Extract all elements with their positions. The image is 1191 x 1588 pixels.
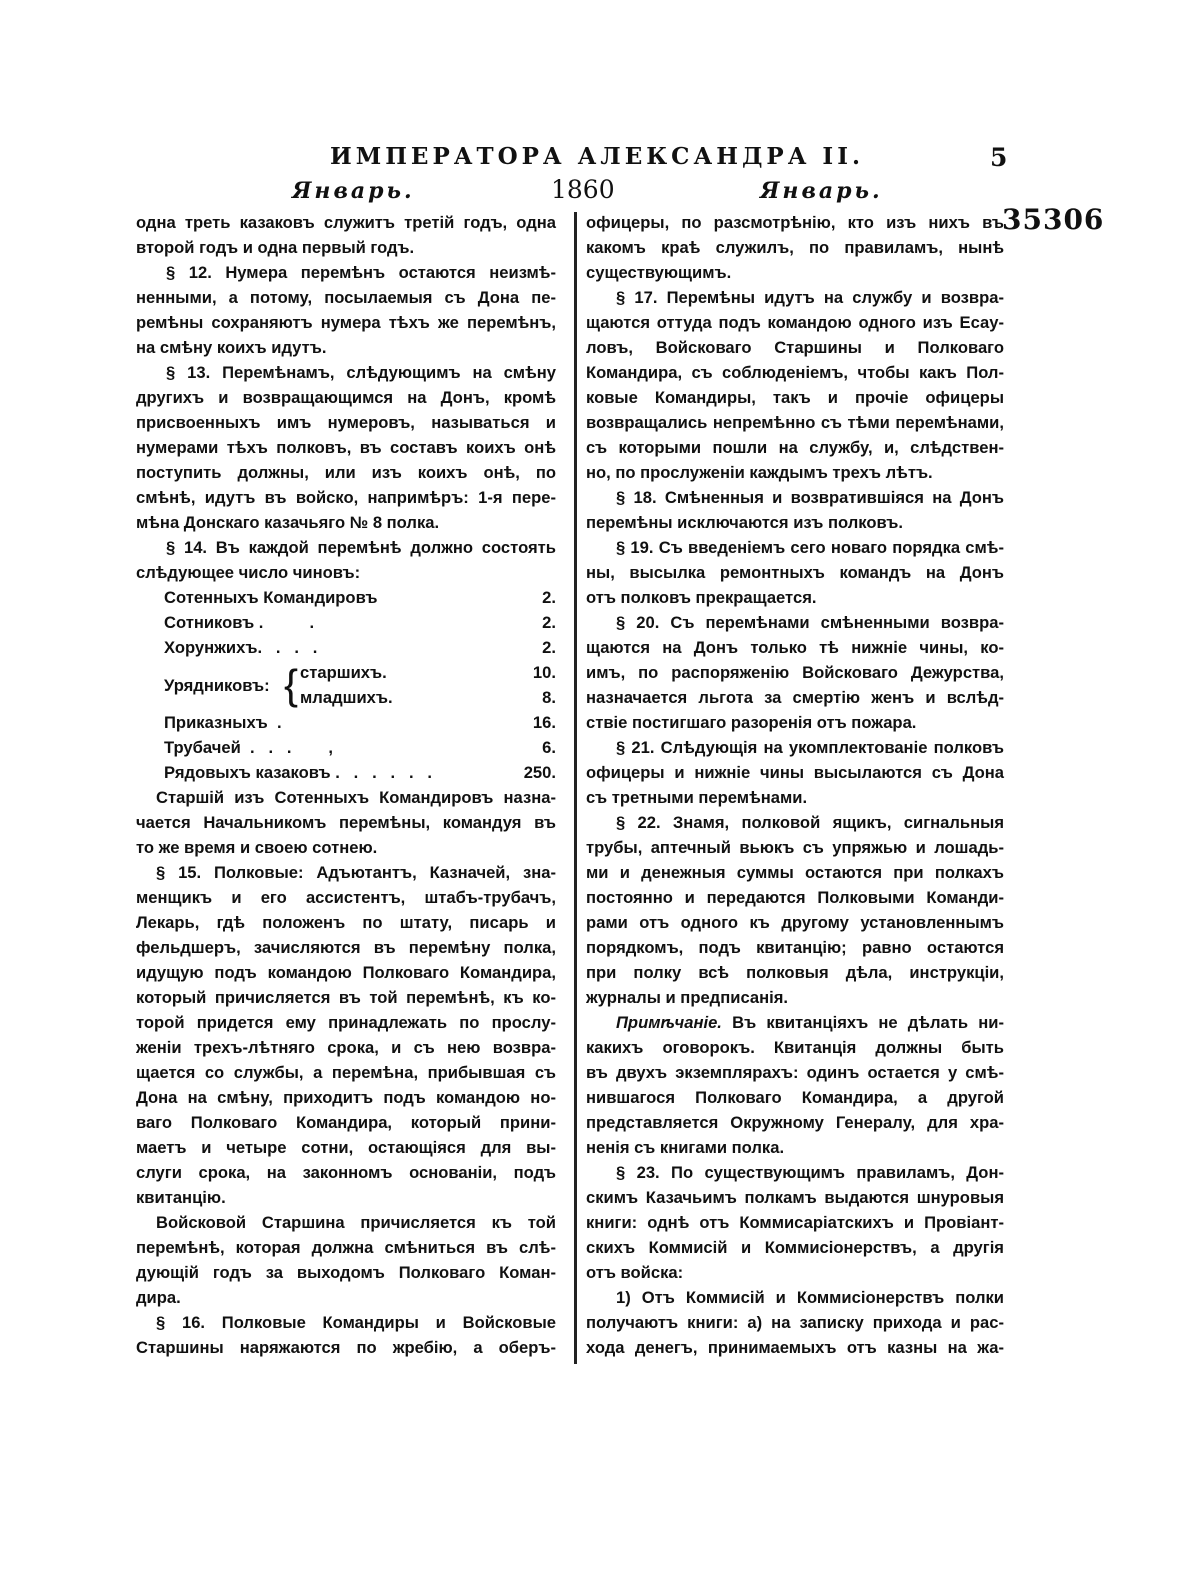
text-line: § 19. Съ введеніемъ сего новаго порядка смѣ-	[616, 538, 1004, 557]
text-line: офицеры, по разсмотрѣнію, кто изъ нихъ въ	[586, 213, 1004, 232]
right-column	[586, 210, 1004, 1360]
text-line: возвращались непремѣнно съ тѣми перемѣнами,	[586, 413, 1004, 432]
text-line: Старшины наряжаются по жребію, а оберъ-	[136, 1338, 556, 1357]
ranks-table-row	[136, 735, 556, 760]
text-line: который причисляется въ той перемѣнѣ, къ ко-	[136, 988, 556, 1007]
rank-sublabel: старшихъ.	[300, 663, 387, 682]
left-column	[136, 210, 556, 1360]
rank-count: 2.	[542, 638, 556, 657]
text-line: слуги срока, на законномъ основаніи, подъ	[136, 1163, 556, 1182]
text-line: щается со службы, а перемѣна, прибывшая съ	[136, 1063, 556, 1082]
year: 1860	[551, 175, 615, 204]
ranks-table-brace-row	[136, 660, 556, 710]
rank-subcount: 8.	[542, 688, 556, 707]
text-line: порядкомъ, подъ квитанцію; равно остаются	[586, 938, 1004, 957]
text-line: то же время и своею сотнею.	[136, 838, 378, 857]
text-line: рами отъ одного къ другому установленнымъ	[586, 913, 1004, 932]
text-line: перемѣны исключаются изъ полковъ.	[586, 513, 903, 532]
rank-sublabel: младшихъ.	[300, 688, 393, 707]
ranks-table	[136, 585, 556, 785]
month-left: Январь.	[292, 178, 415, 204]
text-line: § 20. Съ перемѣнами смѣненными возвра-	[616, 613, 1004, 632]
text-line: получаютъ книги: а) на записку прихода и рас-	[586, 1313, 1004, 1332]
text-line: ремѣны сохраняютъ нумера тѣхъ же перемѣнъ,	[136, 313, 556, 332]
ranks-table-row	[136, 610, 556, 635]
text-line: съ которыми пошли на службу, и, слѣдствен-	[586, 438, 1004, 457]
text-line: назначается льгота за смертію женъ и вслѣд-	[586, 688, 1004, 707]
rank-count: 6.	[542, 738, 556, 757]
left-column-text	[136, 210, 556, 585]
ranks-table-brace-label: Урядниковъ:	[164, 675, 270, 695]
text-line: ненія съ книгами полка.	[586, 1138, 785, 1157]
text-line: существующимъ.	[586, 263, 732, 282]
text-line: § 21. Слѣдующія на укомплектованіе полковъ	[616, 738, 1004, 757]
text-line: второй годъ и одна первый годъ.	[136, 238, 415, 257]
text-line: Лекарь, гдѣ положенъ по штату, писарь и	[136, 913, 556, 932]
text-line: § 17. Перемѣны идутъ на службу и возвра-	[616, 288, 1004, 307]
text-line: квитанцію.	[136, 1188, 226, 1207]
rank-count: 250.	[523, 763, 556, 782]
text-line: 1) Отъ Коммисій и Коммисіонерствъ полки	[616, 1288, 1004, 1307]
ranks-table-row	[136, 760, 556, 785]
text-line: но, по прослуженіи каждымъ трехъ лѣтъ.	[586, 463, 933, 482]
ranks-table-row	[136, 585, 556, 610]
text-line: дующій годъ за выходомъ Полковаго Коман-	[136, 1263, 556, 1282]
text-line: ловъ, Войсковаго Старшины и Полковаго	[586, 338, 1004, 357]
text-line: ненными, а потому, посылаемыя съ Дона пе-	[136, 288, 556, 307]
text-line: § 16. Полковые Командиры и Войсковые	[156, 1313, 556, 1332]
rank-count: 2.	[542, 588, 556, 607]
text-line: скимъ Казачьимъ полкамъ выдаются шнуровыя	[586, 1188, 1004, 1207]
rank-subcount: 10.	[532, 663, 556, 682]
text-line: ны, высылка ремонтныхъ командъ на Донъ	[586, 563, 1004, 582]
text-line: маетъ и четыре сотни, остающіяся для вы-	[136, 1138, 556, 1157]
text-line: Командира, съ соблюденіемъ, чтобы какъ Пол-	[586, 363, 1004, 382]
note-label: Примѣчаніе.	[616, 1013, 722, 1032]
text-line: слѣдующее число чиновъ:	[136, 563, 361, 582]
text-line: ковые Командиры, такъ и прочіе офицеры	[586, 388, 1004, 407]
text-line: ствіе постигшаго разоренія отъ пожара.	[586, 713, 917, 732]
text-line: Дона на смѣну, приходитъ подъ командою но-	[136, 1088, 556, 1107]
rank-label: Трубачей . . . ,	[164, 738, 333, 757]
text-line: § 15. Полковые: Адъютантъ, Казначей, зна-	[156, 863, 556, 882]
text-line: женіи трехъ-лѣтняго срока, и съ нею возвра-	[136, 1038, 556, 1057]
text-line: § 22. Знамя, полковой ящикъ, сигнальныя	[616, 813, 1004, 832]
text-line: какомъ краѣ служилъ, по правиламъ, нынѣ	[586, 238, 1004, 257]
text-line: Старшій изъ Сотенныхъ Командировъ назна-	[156, 788, 556, 807]
text-line: § 13. Перемѣнамъ, слѣдующимъ на смѣну	[166, 363, 556, 382]
text-line: смѣнѣ, идутъ въ войско, напримѣръ: 1-я пере-	[136, 488, 556, 507]
text-line: § 14. Въ каждой перемѣнѣ должно состоять	[166, 538, 556, 557]
ranks-table-row	[136, 635, 556, 660]
text-line: щаются на Донъ только тѣ нижніе чины, ко-	[586, 638, 1004, 657]
text-line: при полку всѣ полковыя дѣла, инструкціи,	[586, 963, 1004, 982]
rank-count: 2.	[542, 613, 556, 632]
text-line: трубы, аптечный вьюкъ съ упряжью и лошадь-	[586, 838, 1004, 857]
rank-label: Рядовыхъ казаковъ . . . . . .	[164, 763, 433, 782]
text-line: офицеры и нижніе чины высылаются съ Дона	[586, 763, 1004, 782]
ranks-table-row	[136, 710, 556, 735]
text-line: ваго Полковаго Командира, который прини-	[136, 1113, 556, 1132]
text-line: одна треть казаковъ служитъ третій годъ, одна	[136, 213, 556, 232]
left-column-text-continued	[136, 785, 556, 1360]
text-line: отъ полковъ прекращается.	[586, 588, 817, 607]
text-line: поступить должны, или изъ коихъ онѣ, по	[136, 463, 556, 482]
text-line: менщикъ и его ассистентъ, штабъ-трубачъ,	[136, 888, 556, 907]
text-line: дира.	[136, 1288, 181, 1307]
text-line: торой придется ему принадлежать по прослу-	[136, 1013, 556, 1032]
text-line: книги: однѣ отъ Коммисаріатскихъ и Провіант-	[586, 1213, 1004, 1232]
law-number: 35306	[1002, 203, 1105, 236]
text-line: нумерами тѣхъ полковъ, въ составъ коихъ онѣ	[136, 438, 556, 457]
ranks-table-subrow	[300, 660, 556, 685]
text-line: на смѣну коихъ идутъ.	[136, 338, 327, 357]
text-line: другихъ и возвращающимся на Донъ, кромѣ	[136, 388, 556, 407]
ranks-table-subrow	[300, 685, 556, 710]
page-header-title: ИМПЕРАТОРА АЛЕКСАНДРА II.	[330, 143, 864, 170]
text-line: мѣна Донскаго казачьяго № 8 полка.	[136, 513, 440, 532]
text-line: § 18. Смѣненныя и возвратившіяся на Донъ	[616, 488, 1004, 507]
text-line: представляется Окружному Генералу, для хра-	[586, 1113, 1004, 1132]
rank-label: Сотенныхъ Командировъ	[164, 588, 378, 607]
text-line: фельдшеръ, зачисляются въ перемѣну полка,	[136, 938, 556, 957]
page-number: 5	[990, 143, 1008, 172]
text-line: нившагося Полковаго Командира, а другой	[586, 1088, 1004, 1107]
text-line: чается Начальникомъ перемѣны, командуя въ	[136, 813, 556, 832]
rank-label: Хорунжихъ. . . .	[164, 638, 318, 657]
text-line: какихъ оговорокъ. Квитанція должны быть	[586, 1038, 1004, 1057]
rank-label: Приказныхъ .	[164, 713, 282, 732]
text-line: въ двухъ экземплярахъ: одинъ остается у смѣ-	[586, 1063, 1004, 1082]
right-column-text	[586, 210, 1004, 1360]
text-line: постоянно и передаются Полковыми Команди-	[586, 888, 1004, 907]
brace: {	[284, 661, 299, 708]
column-divider	[574, 212, 577, 1364]
text-line: присвоенныхъ имъ нумеровъ, называться и	[136, 413, 556, 432]
text-line: имъ, по распоряженію Войсковаго Дежурства,	[586, 663, 1004, 682]
text-line: § 12. Нумера перемѣнъ остаются неизмѣ-	[166, 263, 556, 282]
text-line: ми и денежныя суммы остаются при полкахъ	[586, 863, 1004, 882]
text-line: скихъ Коммисій и Коммисіонерствъ, а другія	[586, 1238, 1004, 1257]
text-line: Войсковой Старшина причисляется къ той	[156, 1213, 556, 1232]
text-line: хода денегъ, принимаемыхъ отъ казны на жа-	[586, 1338, 1004, 1357]
month-right: Январь.	[760, 178, 883, 204]
text-line: Примѣчаніе. Въ квитанціяхъ не дѣлать ни-	[616, 1013, 1004, 1032]
text-line: § 23. По существующимъ правиламъ, Дон-	[616, 1163, 1004, 1182]
text-line: отъ войска:	[586, 1263, 684, 1282]
text-line: съ третными перемѣнами.	[586, 788, 808, 807]
text-line: журналы и предписанія.	[586, 988, 789, 1007]
text-line: щаются оттуда подъ командою одного изъ Есау-	[586, 313, 1004, 332]
text-line: идущую подъ командою Полковаго Командира,	[136, 963, 556, 982]
text-line: перемѣнѣ, которая должна смѣниться въ слѣ-	[136, 1238, 556, 1257]
rank-label: Сотниковъ . .	[164, 613, 315, 632]
rank-count: 16.	[532, 713, 556, 732]
